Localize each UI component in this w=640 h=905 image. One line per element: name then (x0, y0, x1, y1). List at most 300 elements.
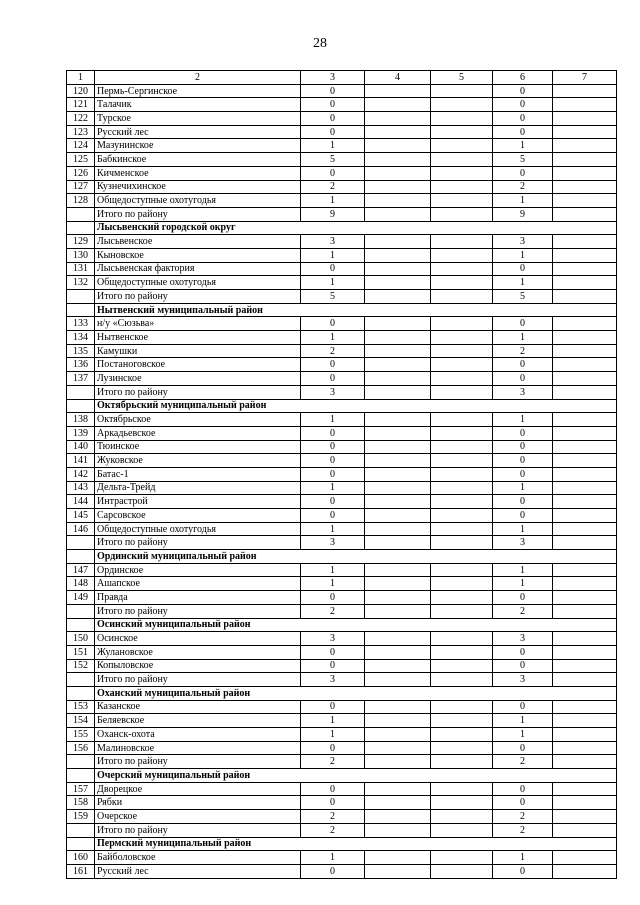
district-header-row (67, 303, 617, 317)
cell-col5 (431, 700, 493, 714)
cell-number: 129 (67, 235, 95, 249)
cell-number: 134 (67, 331, 95, 345)
cell-col4 (365, 741, 431, 755)
table-row (67, 440, 617, 454)
cell-name: Октябрьское (95, 413, 301, 427)
cell-col6: 0 (493, 358, 553, 372)
cell-col3: 0 (301, 782, 365, 796)
cell-name: Итого по району (95, 673, 301, 687)
cell-col3: 1 (301, 276, 365, 290)
cell-col4 (365, 823, 431, 837)
cell-number: 123 (67, 125, 95, 139)
table-row (67, 700, 617, 714)
cell-col3: 0 (301, 166, 365, 180)
cell-col3: 1 (301, 577, 365, 591)
district-header-row (67, 399, 617, 413)
cell-col4 (365, 207, 431, 221)
cell-col7 (553, 522, 617, 536)
table-row (67, 153, 617, 167)
district-header-row (67, 837, 617, 851)
cell-name: Правда (95, 591, 301, 605)
cell-col6: 3 (493, 632, 553, 646)
cell-col4 (365, 112, 431, 126)
cell-number (67, 221, 95, 235)
cell-col5 (431, 440, 493, 454)
table-row (67, 851, 617, 865)
cell-col7 (553, 426, 617, 440)
cell-number: 132 (67, 276, 95, 290)
cell-col3: 0 (301, 454, 365, 468)
cell-name: Казанское (95, 700, 301, 714)
cell-col4 (365, 426, 431, 440)
cell-col5 (431, 536, 493, 550)
cell-col7 (553, 454, 617, 468)
cell-col6: 2 (493, 823, 553, 837)
cell-col3: 0 (301, 509, 365, 523)
cell-number: 141 (67, 454, 95, 468)
cell-number: 150 (67, 632, 95, 646)
cell-col3: 0 (301, 426, 365, 440)
cell-col6: 0 (493, 509, 553, 523)
cell-number: 154 (67, 714, 95, 728)
cell-col3: 0 (301, 796, 365, 810)
table-header-row (67, 71, 617, 85)
cell-col7 (553, 385, 617, 399)
cell-number (67, 399, 95, 413)
column-header-7: 7 (553, 71, 617, 85)
cell-col7 (553, 235, 617, 249)
cell-col6: 0 (493, 440, 553, 454)
cell-name: Русский лес (95, 125, 301, 139)
cell-col7 (553, 290, 617, 304)
cell-number: 126 (67, 166, 95, 180)
cell-col6: 5 (493, 290, 553, 304)
cell-col6: 0 (493, 98, 553, 112)
cell-name: Жулановское (95, 645, 301, 659)
cell-col7 (553, 864, 617, 878)
cell-col7 (553, 509, 617, 523)
cell-col5 (431, 741, 493, 755)
cell-col5 (431, 372, 493, 386)
cell-name: Итого по району (95, 385, 301, 399)
cell-col4 (365, 467, 431, 481)
district-name: Очерский муниципальный район (95, 769, 617, 783)
table-row (67, 317, 617, 331)
cell-col6: 1 (493, 413, 553, 427)
table-row (67, 262, 617, 276)
table-row (67, 563, 617, 577)
cell-col6: 2 (493, 755, 553, 769)
cell-col6: 0 (493, 84, 553, 98)
cell-col3: 1 (301, 139, 365, 153)
cell-col6: 2 (493, 344, 553, 358)
cell-col5 (431, 864, 493, 878)
cell-col4 (365, 413, 431, 427)
table-row (67, 481, 617, 495)
cell-col4 (365, 440, 431, 454)
total-row (67, 536, 617, 550)
cell-col3: 3 (301, 632, 365, 646)
table-row (67, 659, 617, 673)
cell-number (67, 686, 95, 700)
cell-number (67, 837, 95, 851)
cell-col5 (431, 645, 493, 659)
cell-col7 (553, 194, 617, 208)
cell-col5 (431, 577, 493, 591)
district-name: Октябрьский муниципальный район (95, 399, 617, 413)
cell-col6: 0 (493, 659, 553, 673)
cell-col3: 0 (301, 591, 365, 605)
cell-name: Интрастрой (95, 495, 301, 509)
cell-col7 (553, 166, 617, 180)
cell-number (67, 385, 95, 399)
cell-col7 (553, 358, 617, 372)
cell-col6: 0 (493, 741, 553, 755)
cell-name: Турское (95, 112, 301, 126)
cell-col7 (553, 440, 617, 454)
column-header-2: 2 (95, 71, 301, 85)
cell-col7 (553, 823, 617, 837)
cell-col5 (431, 714, 493, 728)
cell-col5 (431, 331, 493, 345)
cell-col6: 0 (493, 262, 553, 276)
cell-col7 (553, 112, 617, 126)
cell-name: Оханск-охота (95, 728, 301, 742)
cell-number: 146 (67, 522, 95, 536)
cell-col7 (553, 741, 617, 755)
cell-col7 (553, 125, 617, 139)
cell-number (67, 290, 95, 304)
cell-col4 (365, 358, 431, 372)
cell-name: Батас-1 (95, 467, 301, 481)
district-name: Нытвенский муниципальный район (95, 303, 617, 317)
cell-col5 (431, 125, 493, 139)
cell-number: 122 (67, 112, 95, 126)
cell-name: Итого по району (95, 207, 301, 221)
cell-number: 121 (67, 98, 95, 112)
cell-col4 (365, 864, 431, 878)
cell-name: Тюинское (95, 440, 301, 454)
cell-col6: 9 (493, 207, 553, 221)
cell-col7 (553, 344, 617, 358)
cell-col3: 0 (301, 317, 365, 331)
cell-col5 (431, 632, 493, 646)
cell-col3: 1 (301, 522, 365, 536)
district-name: Ординский муниципальный район (95, 550, 617, 564)
cell-col5 (431, 823, 493, 837)
table-row (67, 125, 617, 139)
cell-col3: 2 (301, 344, 365, 358)
cell-col7 (553, 276, 617, 290)
cell-col7 (553, 98, 617, 112)
cell-col6: 5 (493, 153, 553, 167)
cell-col6: 0 (493, 700, 553, 714)
cell-col4 (365, 509, 431, 523)
cell-number: 144 (67, 495, 95, 509)
table-row (67, 98, 617, 112)
cell-col5 (431, 194, 493, 208)
cell-col4 (365, 577, 431, 591)
cell-col7 (553, 180, 617, 194)
cell-col3: 1 (301, 413, 365, 427)
cell-name: Постаноговское (95, 358, 301, 372)
cell-col3: 0 (301, 262, 365, 276)
table-row (67, 454, 617, 468)
table-row (67, 84, 617, 98)
cell-col5 (431, 84, 493, 98)
cell-col7 (553, 728, 617, 742)
cell-name: Общедоступные охотугодья (95, 194, 301, 208)
cell-col4 (365, 591, 431, 605)
cell-col5 (431, 810, 493, 824)
cell-col6: 1 (493, 851, 553, 865)
cell-name: Лысьвенская фактория (95, 262, 301, 276)
cell-col6: 1 (493, 248, 553, 262)
cell-col7 (553, 796, 617, 810)
table-row (67, 248, 617, 262)
cell-number: 139 (67, 426, 95, 440)
cell-number: 133 (67, 317, 95, 331)
cell-col6: 0 (493, 112, 553, 126)
cell-name: Копыловское (95, 659, 301, 673)
district-header-row (67, 221, 617, 235)
cell-col7 (553, 84, 617, 98)
cell-col6: 0 (493, 645, 553, 659)
district-name: Пермский муниципальный район (95, 837, 617, 851)
cell-col7 (553, 577, 617, 591)
cell-number (67, 207, 95, 221)
cell-col6: 0 (493, 125, 553, 139)
cell-col7 (553, 632, 617, 646)
table-row (67, 495, 617, 509)
cell-col4 (365, 659, 431, 673)
cell-col4 (365, 481, 431, 495)
cell-col7 (553, 673, 617, 687)
cell-col6: 1 (493, 194, 553, 208)
cell-col4 (365, 714, 431, 728)
cell-col7 (553, 139, 617, 153)
cell-col4 (365, 276, 431, 290)
cell-col5 (431, 112, 493, 126)
cell-name: Очерское (95, 810, 301, 824)
cell-col3: 0 (301, 467, 365, 481)
cell-col4 (365, 728, 431, 742)
cell-col5 (431, 98, 493, 112)
cell-col4 (365, 84, 431, 98)
cell-col4 (365, 180, 431, 194)
cell-col4 (365, 262, 431, 276)
cell-col3: 0 (301, 84, 365, 98)
table-row (67, 276, 617, 290)
cell-col3: 9 (301, 207, 365, 221)
cell-col6: 0 (493, 317, 553, 331)
district-header-row (67, 550, 617, 564)
cell-col6: 2 (493, 810, 553, 824)
cell-col3: 3 (301, 673, 365, 687)
cell-col3: 1 (301, 728, 365, 742)
cell-number: 158 (67, 796, 95, 810)
cell-col5 (431, 413, 493, 427)
table-row (67, 139, 617, 153)
cell-col4 (365, 782, 431, 796)
table-row (67, 426, 617, 440)
cell-col4 (365, 372, 431, 386)
table-row (67, 632, 617, 646)
cell-col6: 0 (493, 372, 553, 386)
cell-name: Итого по району (95, 604, 301, 618)
cell-col4 (365, 495, 431, 509)
total-row (67, 755, 617, 769)
cell-name: Бабкинское (95, 153, 301, 167)
cell-col5 (431, 563, 493, 577)
cell-col3: 1 (301, 851, 365, 865)
cell-col6: 0 (493, 454, 553, 468)
table-row (67, 577, 617, 591)
cell-col3: 0 (301, 372, 365, 386)
cell-col4 (365, 248, 431, 262)
cell-col3: 0 (301, 440, 365, 454)
cell-col5 (431, 796, 493, 810)
cell-col7 (553, 536, 617, 550)
cell-col7 (553, 851, 617, 865)
cell-col3: 1 (301, 714, 365, 728)
cell-number (67, 303, 95, 317)
cell-number (67, 823, 95, 837)
cell-col3: 1 (301, 563, 365, 577)
table-row (67, 741, 617, 755)
cell-col3: 1 (301, 331, 365, 345)
district-header-row (67, 769, 617, 783)
table-row (67, 522, 617, 536)
cell-name: Кыновское (95, 248, 301, 262)
cell-number (67, 550, 95, 564)
cell-col6: 3 (493, 536, 553, 550)
cell-name: Лысьвенское (95, 235, 301, 249)
cell-number: 128 (67, 194, 95, 208)
column-header-3: 3 (301, 71, 365, 85)
cell-col4 (365, 851, 431, 865)
cell-col5 (431, 673, 493, 687)
cell-col5 (431, 207, 493, 221)
cell-name: Осинское (95, 632, 301, 646)
cell-number: 135 (67, 344, 95, 358)
cell-number: 124 (67, 139, 95, 153)
cell-name: Пермь-Сергинское (95, 84, 301, 98)
cell-col5 (431, 344, 493, 358)
table-row (67, 372, 617, 386)
cell-col4 (365, 645, 431, 659)
cell-col3: 0 (301, 125, 365, 139)
cell-col4 (365, 385, 431, 399)
table-row (67, 509, 617, 523)
district-header-row (67, 686, 617, 700)
cell-number: 143 (67, 481, 95, 495)
table-row (67, 591, 617, 605)
cell-number: 140 (67, 440, 95, 454)
cell-col4 (365, 290, 431, 304)
cell-col6: 2 (493, 180, 553, 194)
cell-col7 (553, 153, 617, 167)
cell-col5 (431, 495, 493, 509)
cell-col4 (365, 522, 431, 536)
cell-number: 120 (67, 84, 95, 98)
cell-col5 (431, 262, 493, 276)
cell-col7 (553, 372, 617, 386)
cell-number: 127 (67, 180, 95, 194)
cell-col5 (431, 851, 493, 865)
cell-number: 152 (67, 659, 95, 673)
cell-col4 (365, 755, 431, 769)
cell-name: н/у «Сюзьва» (95, 317, 301, 331)
cell-col4 (365, 139, 431, 153)
column-header-5: 5 (431, 71, 493, 85)
cell-col3: 2 (301, 604, 365, 618)
cell-col4 (365, 153, 431, 167)
cell-col3: 0 (301, 645, 365, 659)
cell-col5 (431, 248, 493, 262)
cell-col4 (365, 331, 431, 345)
cell-name: Ординское (95, 563, 301, 577)
cell-col4 (365, 563, 431, 577)
total-row (67, 207, 617, 221)
table-row (67, 194, 617, 208)
cell-number: 147 (67, 563, 95, 577)
cell-name: Дворецкое (95, 782, 301, 796)
district-header-row (67, 618, 617, 632)
column-header-6: 6 (493, 71, 553, 85)
cell-col3: 0 (301, 659, 365, 673)
cell-col5 (431, 235, 493, 249)
cell-number: 137 (67, 372, 95, 386)
data-table (66, 70, 617, 879)
cell-name: Аркадьевское (95, 426, 301, 440)
table-row (67, 728, 617, 742)
cell-col7 (553, 810, 617, 824)
cell-col7 (553, 714, 617, 728)
table-row (67, 235, 617, 249)
district-name: Оханский муниципальный район (95, 686, 617, 700)
cell-col3: 0 (301, 741, 365, 755)
cell-col4 (365, 536, 431, 550)
cell-col3: 1 (301, 248, 365, 262)
table-row (67, 782, 617, 796)
cell-number: 145 (67, 509, 95, 523)
cell-col6: 0 (493, 495, 553, 509)
cell-name: Талачик (95, 98, 301, 112)
cell-col4 (365, 166, 431, 180)
cell-col5 (431, 728, 493, 742)
table-row (67, 810, 617, 824)
table-row (67, 864, 617, 878)
cell-col7 (553, 207, 617, 221)
cell-col4 (365, 235, 431, 249)
cell-number: 153 (67, 700, 95, 714)
cell-col7 (553, 467, 617, 481)
cell-col4 (365, 98, 431, 112)
table-row (67, 344, 617, 358)
cell-col7 (553, 262, 617, 276)
cell-col7 (553, 563, 617, 577)
table-row (67, 467, 617, 481)
cell-col4 (365, 317, 431, 331)
cell-col4 (365, 700, 431, 714)
total-row (67, 290, 617, 304)
cell-col3: 0 (301, 495, 365, 509)
district-name: Лысьвенский городской округ (95, 221, 617, 235)
cell-col5 (431, 358, 493, 372)
cell-col6: 3 (493, 235, 553, 249)
cell-col4 (365, 125, 431, 139)
